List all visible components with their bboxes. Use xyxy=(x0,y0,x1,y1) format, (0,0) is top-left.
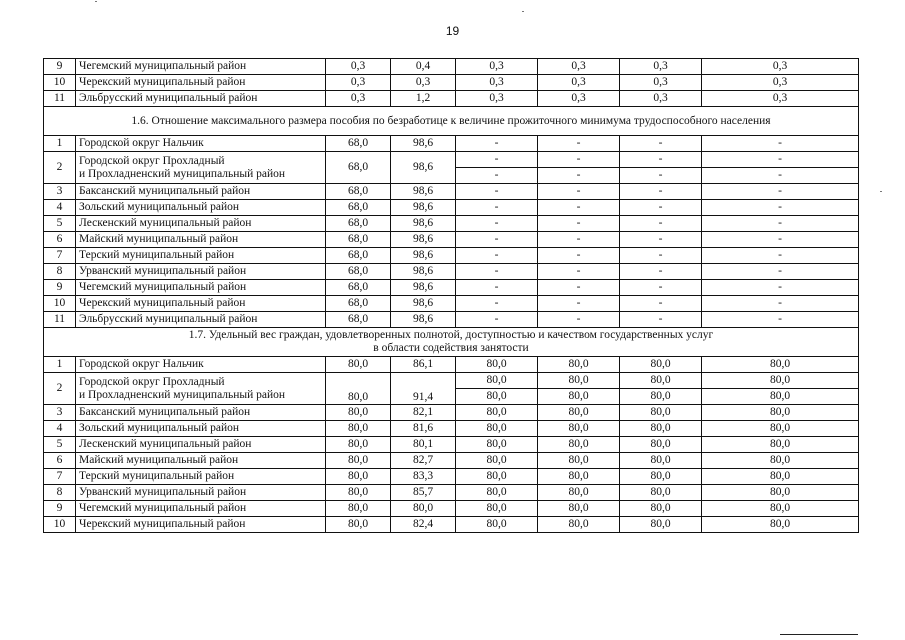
value-cell: 80,0 xyxy=(538,469,620,485)
value-cell: - xyxy=(620,248,702,264)
district-name: Городской округ Прохладный и Прохладненский муниципальный район xyxy=(76,373,326,405)
table-row xyxy=(44,200,859,216)
value-cell: 80,0 xyxy=(620,421,702,437)
value-cell: 68,0 xyxy=(326,264,391,280)
value-cell: 0,3 xyxy=(456,59,538,75)
row-number: 10 xyxy=(44,517,76,533)
value-cell: - xyxy=(538,248,620,264)
value-cell: - xyxy=(620,168,702,184)
row-number: 6 xyxy=(44,232,76,248)
value-cell: - xyxy=(456,216,538,232)
value-cell: - xyxy=(620,152,702,168)
table-row xyxy=(44,437,859,453)
value-cell: - xyxy=(620,136,702,152)
table-row xyxy=(44,248,859,264)
value-cell: 83,3 xyxy=(391,469,456,485)
value-cell: 85,7 xyxy=(391,485,456,501)
row-number: 4 xyxy=(44,421,76,437)
value-cell: 0,3 xyxy=(326,91,391,107)
value-cell: - xyxy=(620,200,702,216)
table-row xyxy=(44,152,859,168)
district-name: Эльбрусский муниципальный район xyxy=(76,91,326,107)
value-cell: - xyxy=(620,264,702,280)
value-cell: - xyxy=(456,248,538,264)
value-cell: - xyxy=(702,184,859,200)
value-cell: 80,0 xyxy=(326,405,391,421)
value-cell: 81,6 xyxy=(391,421,456,437)
value-cell: - xyxy=(620,216,702,232)
value-cell: 86,1 xyxy=(391,357,456,373)
value-cell: 0,3 xyxy=(702,91,859,107)
value-cell: 98,6 xyxy=(391,280,456,296)
value-cell: 80,0 xyxy=(702,405,859,421)
row-number: 1 xyxy=(44,357,76,373)
value-cell: 80,0 xyxy=(326,437,391,453)
value-cell: 68,0 xyxy=(326,280,391,296)
value-cell: - xyxy=(538,168,620,184)
table-row xyxy=(44,312,859,328)
row-number: 7 xyxy=(44,469,76,485)
value-cell: - xyxy=(702,280,859,296)
value-cell: 68,0 xyxy=(326,296,391,312)
value-cell: 91,4 xyxy=(391,373,456,405)
table-row xyxy=(44,280,859,296)
value-cell: 98,6 xyxy=(391,136,456,152)
value-cell: - xyxy=(702,168,859,184)
value-cell: 0,4 xyxy=(391,59,456,75)
value-cell: - xyxy=(456,168,538,184)
value-cell: 82,4 xyxy=(391,517,456,533)
value-cell: 98,6 xyxy=(391,152,456,184)
value-cell: 80,0 xyxy=(538,357,620,373)
section-title-text: 1.7. Удельный вес граждан, удовлетворенных полнотой, доступностью и качеством государственных услуг xyxy=(188,329,714,341)
value-cell: 0,3 xyxy=(620,59,702,75)
value-cell: - xyxy=(538,264,620,280)
value-cell: 0,3 xyxy=(538,91,620,107)
value-cell: 80,0 xyxy=(538,373,620,389)
section-title xyxy=(44,107,859,136)
value-cell: - xyxy=(456,312,538,328)
value-cell: - xyxy=(538,184,620,200)
value-cell: 80,0 xyxy=(456,421,538,437)
table-row xyxy=(44,136,859,152)
district-name: Городской округ Нальчик xyxy=(76,357,326,373)
value-cell: 0,3 xyxy=(538,59,620,75)
scan-speck xyxy=(522,11,524,12)
value-cell: 80,0 xyxy=(456,389,538,405)
value-cell: 0,3 xyxy=(326,59,391,75)
value-cell: - xyxy=(538,296,620,312)
district-name: Майский муниципальный район xyxy=(76,232,326,248)
table-row xyxy=(44,517,859,533)
value-cell: 80,0 xyxy=(456,517,538,533)
district-name: Баксанский муниципальный район xyxy=(76,184,326,200)
section-title-text: в области содействия занятости xyxy=(373,342,529,354)
table-body xyxy=(44,59,859,533)
district-name: Лескенский муниципальный район xyxy=(76,437,326,453)
row-number: 9 xyxy=(44,59,76,75)
value-cell: - xyxy=(538,136,620,152)
section-header-row xyxy=(44,328,859,357)
value-cell: - xyxy=(456,184,538,200)
table-row xyxy=(44,59,859,75)
row-number: 2 xyxy=(44,373,76,405)
value-cell: 80,0 xyxy=(620,389,702,405)
row-number: 5 xyxy=(44,216,76,232)
value-cell: 80,0 xyxy=(538,389,620,405)
table-row xyxy=(44,405,859,421)
value-cell: 80,0 xyxy=(620,469,702,485)
value-cell: 80,0 xyxy=(702,453,859,469)
value-cell: 82,1 xyxy=(391,405,456,421)
value-cell: 80,0 xyxy=(702,373,859,389)
value-cell: 0,3 xyxy=(620,91,702,107)
district-name: Черекский муниципальный район xyxy=(76,75,326,91)
value-cell: 80,0 xyxy=(538,485,620,501)
row-number: 9 xyxy=(44,280,76,296)
table-row xyxy=(44,485,859,501)
table-row xyxy=(44,232,859,248)
table-row xyxy=(44,453,859,469)
district-name: Городской округ Нальчик xyxy=(76,136,326,152)
value-cell: 0,3 xyxy=(391,75,456,91)
section-title-text: 1.6. Отношение максимального размера пособия по безработице к величине прожиточного минимума трудоспособного населения xyxy=(131,114,771,127)
value-cell: 80,0 xyxy=(620,357,702,373)
row-number: 6 xyxy=(44,453,76,469)
row-number: 1 xyxy=(44,136,76,152)
row-number: 4 xyxy=(44,200,76,216)
value-cell: 80,0 xyxy=(702,421,859,437)
value-cell: - xyxy=(456,264,538,280)
value-cell: - xyxy=(620,280,702,296)
value-cell: - xyxy=(538,200,620,216)
value-cell: 1,2 xyxy=(391,91,456,107)
value-cell: 0,3 xyxy=(702,59,859,75)
value-cell: 68,0 xyxy=(326,136,391,152)
footnote-rule xyxy=(780,634,858,635)
district-name: Эльбрусский муниципальный район xyxy=(76,312,326,328)
value-cell: - xyxy=(456,296,538,312)
value-cell: 0,3 xyxy=(538,75,620,91)
value-cell: 80,0 xyxy=(702,517,859,533)
row-number: 7 xyxy=(44,248,76,264)
value-cell: - xyxy=(702,248,859,264)
scan-speck xyxy=(880,191,882,192)
district-name: Терский муниципальный район xyxy=(76,469,326,485)
value-cell: 80,0 xyxy=(326,517,391,533)
value-cell: 80,0 xyxy=(702,469,859,485)
page-number: 19 xyxy=(445,24,460,38)
table-row xyxy=(44,357,859,373)
value-cell: 80,0 xyxy=(326,485,391,501)
value-cell: - xyxy=(538,152,620,168)
table-row xyxy=(44,184,859,200)
value-cell: - xyxy=(456,136,538,152)
indicators-table xyxy=(43,58,859,533)
value-cell: - xyxy=(538,216,620,232)
row-number: 2 xyxy=(44,152,76,184)
value-cell: 80,0 xyxy=(326,501,391,517)
value-cell: 80,0 xyxy=(538,501,620,517)
value-cell: 80,0 xyxy=(326,373,391,405)
row-number: 8 xyxy=(44,485,76,501)
value-cell: - xyxy=(702,216,859,232)
row-number: 10 xyxy=(44,296,76,312)
value-cell: 80,0 xyxy=(620,437,702,453)
value-cell: 68,0 xyxy=(326,232,391,248)
value-cell: - xyxy=(620,184,702,200)
value-cell: 98,6 xyxy=(391,312,456,328)
table-row xyxy=(44,501,859,517)
value-cell: - xyxy=(538,280,620,296)
value-cell: 80,1 xyxy=(391,437,456,453)
value-cell: 98,6 xyxy=(391,264,456,280)
value-cell: 80,0 xyxy=(538,405,620,421)
district-name: Майский муниципальный район xyxy=(76,453,326,469)
value-cell: 80,0 xyxy=(538,421,620,437)
value-cell: - xyxy=(702,152,859,168)
value-cell: - xyxy=(538,232,620,248)
value-cell: 98,6 xyxy=(391,184,456,200)
scan-speck xyxy=(95,1,97,2)
value-cell: 80,0 xyxy=(620,453,702,469)
value-cell: 80,0 xyxy=(326,453,391,469)
value-cell: 80,0 xyxy=(620,373,702,389)
value-cell: 80,0 xyxy=(456,469,538,485)
value-cell: 68,0 xyxy=(326,312,391,328)
district-name: Лескенский муниципальный район xyxy=(76,216,326,232)
value-cell: - xyxy=(538,312,620,328)
district-name: Чегемский муниципальный район xyxy=(76,59,326,75)
district-name: Урванский муниципальный район xyxy=(76,485,326,501)
table-row xyxy=(44,216,859,232)
value-cell: 68,0 xyxy=(326,184,391,200)
district-name: Чегемский муниципальный район xyxy=(76,501,326,517)
value-cell: 82,7 xyxy=(391,453,456,469)
value-cell: 80,0 xyxy=(702,437,859,453)
value-cell: 0,3 xyxy=(326,75,391,91)
district-name: Зольский муниципальный район xyxy=(76,421,326,437)
value-cell: 80,0 xyxy=(326,469,391,485)
value-cell: 98,6 xyxy=(391,248,456,264)
value-cell: 80,0 xyxy=(620,517,702,533)
value-cell: 80,0 xyxy=(391,501,456,517)
value-cell: - xyxy=(456,152,538,168)
value-cell: - xyxy=(702,264,859,280)
value-cell: 80,0 xyxy=(456,501,538,517)
table-row xyxy=(44,469,859,485)
value-cell: - xyxy=(620,232,702,248)
value-cell: 80,0 xyxy=(538,437,620,453)
value-cell: 68,0 xyxy=(326,152,391,184)
value-cell: 98,6 xyxy=(391,296,456,312)
value-cell: 80,0 xyxy=(702,357,859,373)
value-cell: 68,0 xyxy=(326,216,391,232)
row-number: 8 xyxy=(44,264,76,280)
table-row xyxy=(44,373,859,389)
value-cell: 0,3 xyxy=(702,75,859,91)
value-cell: 0,3 xyxy=(620,75,702,91)
value-cell: - xyxy=(702,312,859,328)
value-cell: 80,0 xyxy=(538,517,620,533)
value-cell: 80,0 xyxy=(326,357,391,373)
value-cell: 80,0 xyxy=(702,485,859,501)
value-cell: 80,0 xyxy=(456,453,538,469)
value-cell: - xyxy=(702,200,859,216)
value-cell: 80,0 xyxy=(456,437,538,453)
value-cell: 68,0 xyxy=(326,248,391,264)
table-row xyxy=(44,91,859,107)
value-cell: - xyxy=(702,136,859,152)
value-cell: 80,0 xyxy=(702,501,859,517)
value-cell: - xyxy=(702,232,859,248)
value-cell: 80,0 xyxy=(620,501,702,517)
value-cell: 80,0 xyxy=(456,405,538,421)
row-number: 10 xyxy=(44,75,76,91)
value-cell: - xyxy=(456,200,538,216)
value-cell: 98,6 xyxy=(391,216,456,232)
district-name: Городской округ Прохладный и Прохладненский муниципальный район xyxy=(76,152,326,184)
value-cell: - xyxy=(620,312,702,328)
value-cell: - xyxy=(620,296,702,312)
value-cell: 80,0 xyxy=(538,453,620,469)
district-name: Черекский муниципальный район xyxy=(76,296,326,312)
row-number: 11 xyxy=(44,312,76,328)
value-cell: 98,6 xyxy=(391,200,456,216)
section-header-row xyxy=(44,107,859,136)
district-name: Зольский муниципальный район xyxy=(76,200,326,216)
district-name: Чегемский муниципальный район xyxy=(76,280,326,296)
district-name: Терский муниципальный район xyxy=(76,248,326,264)
row-number: 9 xyxy=(44,501,76,517)
value-cell: 80,0 xyxy=(456,485,538,501)
row-number: 3 xyxy=(44,184,76,200)
value-cell: 98,6 xyxy=(391,232,456,248)
value-cell: - xyxy=(456,232,538,248)
value-cell: - xyxy=(702,296,859,312)
value-cell: - xyxy=(456,280,538,296)
row-number: 5 xyxy=(44,437,76,453)
table-row xyxy=(44,75,859,91)
value-cell: 80,0 xyxy=(702,389,859,405)
value-cell: 80,0 xyxy=(456,373,538,389)
district-name: Баксанский муниципальный район xyxy=(76,405,326,421)
table-row xyxy=(44,421,859,437)
row-number: 11 xyxy=(44,91,76,107)
value-cell: 80,0 xyxy=(326,421,391,437)
table-row xyxy=(44,296,859,312)
value-cell: 0,3 xyxy=(456,75,538,91)
table-row xyxy=(44,264,859,280)
section-title xyxy=(44,328,859,357)
district-name: Урванский муниципальный район xyxy=(76,264,326,280)
value-cell: 80,0 xyxy=(620,485,702,501)
value-cell: 68,0 xyxy=(326,200,391,216)
district-name: Черекский муниципальный район xyxy=(76,517,326,533)
value-cell: 80,0 xyxy=(456,357,538,373)
value-cell: 80,0 xyxy=(620,405,702,421)
row-number: 3 xyxy=(44,405,76,421)
value-cell: 0,3 xyxy=(456,91,538,107)
